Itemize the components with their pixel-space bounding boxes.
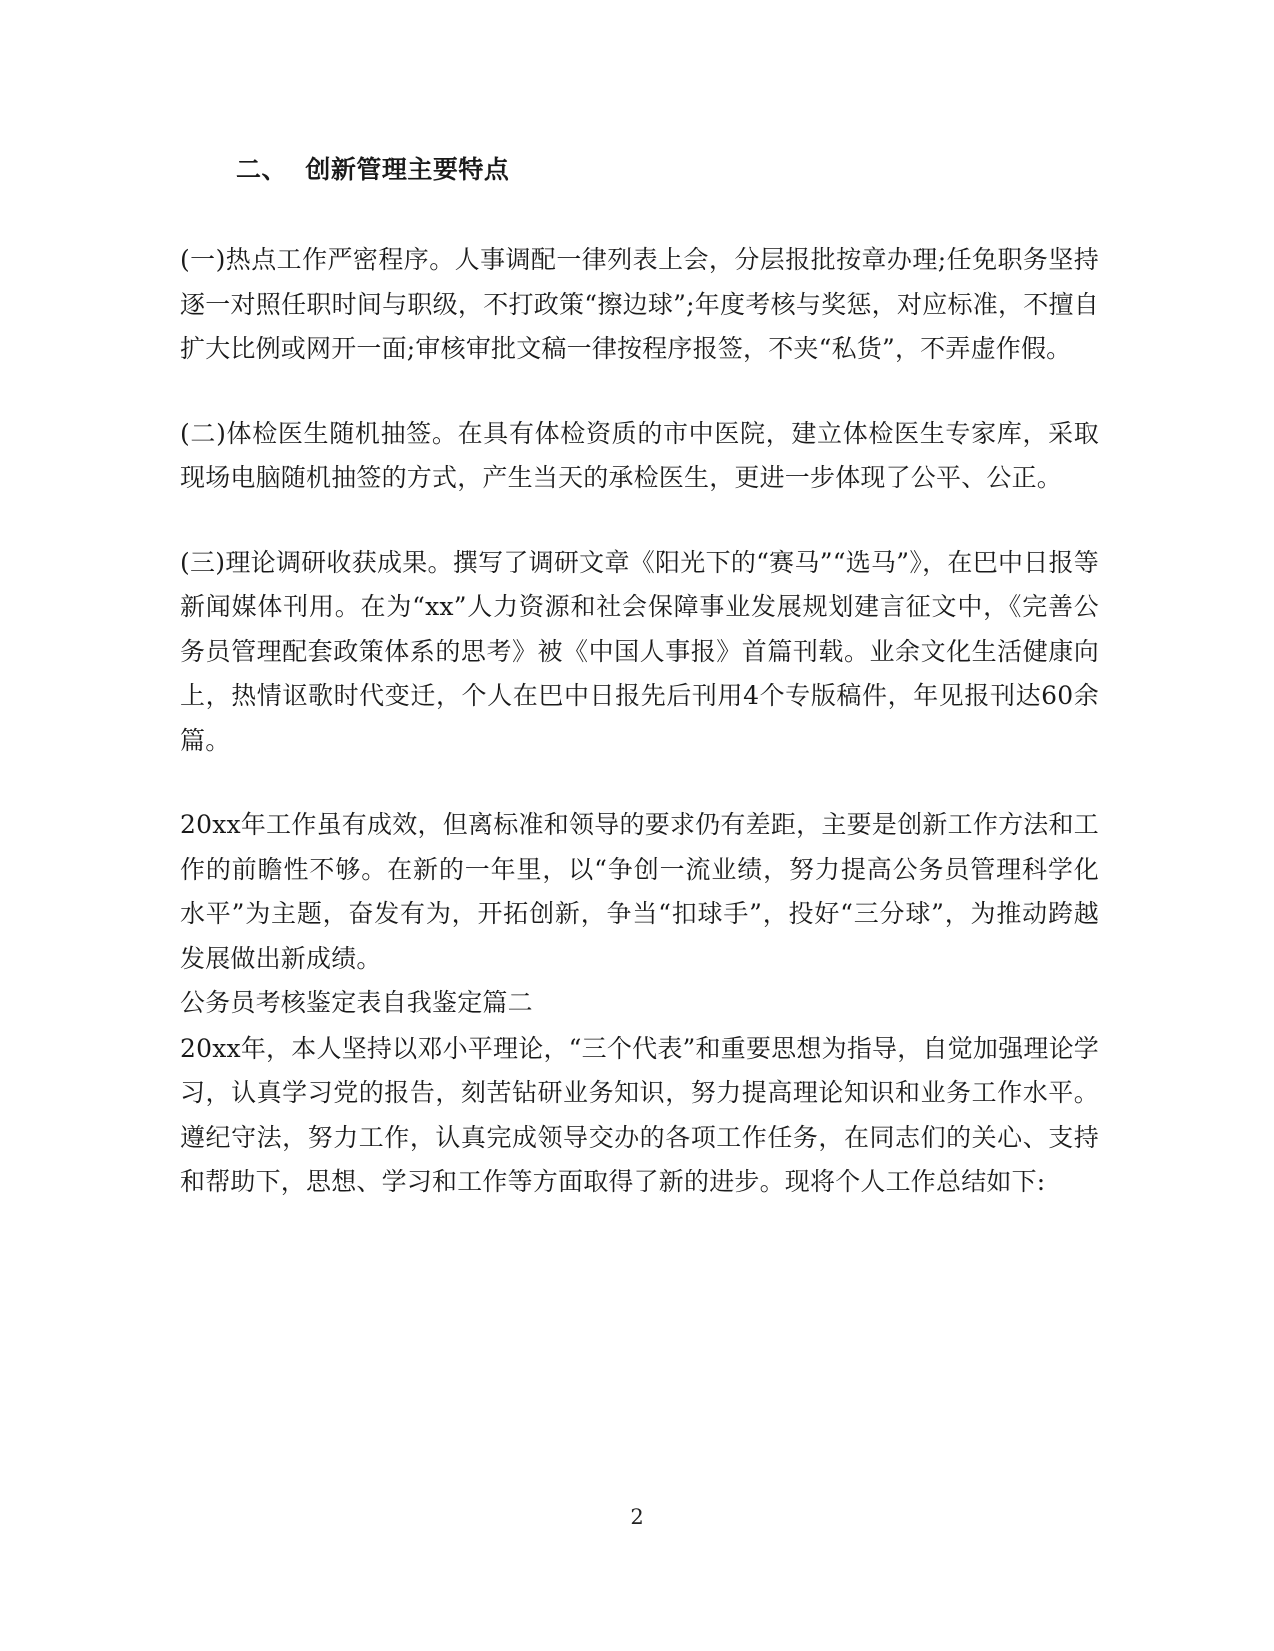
paragraph-five: 20xx年，本人坚持以邓小平理论，“三个代表”和重要思想为指导，自觉加强理论学习，认真学习党的报告，刻苦钻研业务知识，努力提高理论知识和业务工作水平。遵纪守法，努力工作，认真完成领导交办的各项工作任务，在同志们的关心、支持和帮助下，思想、学习和工作等方面取得了新的进步。现将个人工作总结如下:	[180, 1033, 1099, 1197]
paragraph-three: (三)理论调研收获成果。撰写了调研文章《阳光下的“赛马”“选马”》，在巴中日报等新闻媒体刊用。在为“xx”人力资源和社会保障事业发展规划建言征文中，《完善公务员管理配套政策体系的思考》被《中国人事报》首篇刊载。业余文化生活健康向上，热情讴歌时代变迁，个人在巴中日报先后刊用4个专版稿件，年见报刊达60余篇。	[180, 547, 1099, 755]
paragraph-four: 20xx年工作虽有成效，但离标准和领导的要求仍有差距，主要是创新工作方法和工作的前瞻性不够。在新的一年里，以“争创一流业绩，努力提高公务员管理科学化水平”为主题，奋发有为，开拓创新，争当“扣球手”，投好“三分球”，为推动跨越发展做出新成绩。	[180, 810, 1099, 973]
section-heading: 二、 创新管理主要特点	[236, 155, 510, 184]
page-number: 2	[630, 1505, 644, 1529]
paragraph-two: (二)体检医生随机抽签。在具有体检资质的市中医院，建立体检医生专家库，采取现场电脑随机抽签的方式，产生当天的承检医生，更进一步体现了公平、公正。	[180, 418, 1099, 492]
paragraph-one: (一)热点工作严密程序。人事调配一律列表上会，分层报批按章办理;任免职务坚持逐一对照任职时间与职级，不打政策“擦边球”;年度考核与奖惩，对应标准，不擅自扩大比例或网开一面;审核审批文稿一律按程序报签，不夹“私货”，不弄虚作假。	[180, 245, 1099, 363]
subsection-title: 公务员考核鉴定表自我鉴定篇二	[180, 988, 533, 1017]
